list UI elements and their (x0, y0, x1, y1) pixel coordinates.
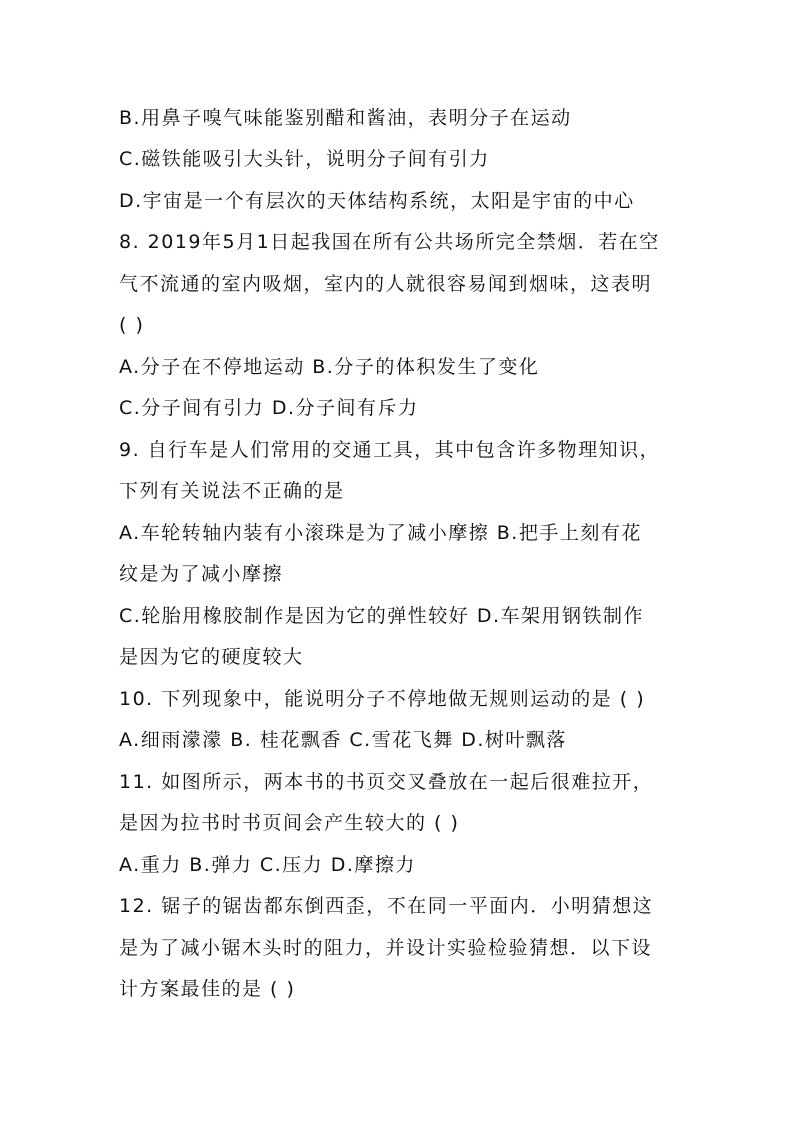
question-12-line-1: 12. 锯子的锯齿都东倒西歪，不在同一平面内．小明猜想这 (119, 895, 654, 917)
question-8-line-2: 气不流通的室内吸烟，室内的人就很容易闻到烟味，这表明 (119, 273, 653, 295)
option-d-q7: D.宇宙是一个有层次的天体结构系统，太阳是宇宙的中心 (119, 190, 635, 212)
option-c-q7: C.磁铁能吸引大头针，说明分子间有引力 (119, 148, 490, 170)
question-9-options-ab-line-1: A.车轮转轴内装有小滚珠是为了减小摩擦 B.把手上刻有花 (119, 522, 642, 544)
option-b-q7: B.用鼻子嗅气味能鉴别醋和酱油，表明分子在运动 (119, 107, 572, 129)
question-12-line-2: 是为了减小锯木头时的阻力，并设计实验检验猜想．以下设 (119, 937, 653, 959)
question-9-line-1: 9. 自行车是人们常用的交通工具，其中包含许多物理知识， (119, 439, 661, 461)
question-12-line-3: 计方案最佳的是 ( ) (119, 978, 296, 1000)
question-8-line-1: 8. 2019年5月1日起我国在所有公共场所完全禁烟．若在空 (119, 231, 660, 253)
question-10-options: A.细雨濛濛 B. 桂花飘香 C.雪花飞舞 D.树叶飘落 (119, 729, 567, 751)
question-8-blank: ( ) (119, 314, 145, 336)
question-9-options-cd-line-2: 是因为它的硬度较大 (119, 646, 304, 668)
question-8-options-ab: A.分子在不停地运动 B.分子的体积发生了变化 (119, 356, 540, 378)
question-9-line-2: 下列有关说法不正确的是 (119, 480, 345, 502)
question-8-options-cd: C.分子间有引力 D.分子间有斥力 (119, 397, 419, 419)
question-11-line-1: 11. 如图所示，两本书的书页交叉叠放在一起后很难拉开， (119, 771, 654, 793)
question-10: 10. 下列现象中，能说明分子不停地做无规则运动的是 ( ) (119, 688, 646, 710)
question-9-options-ab-line-2: 纹是为了减小摩擦 (119, 563, 284, 585)
question-11-options: A.重力 B.弹力 C.压力 D.摩擦力 (119, 854, 416, 876)
question-11-line-2: 是因为拉书时书页间会产生较大的 ( ) (119, 812, 460, 834)
question-9-options-cd-line-1: C.轮胎用橡胶制作是因为它的弹性较好 D.车架用钢铁制作 (119, 605, 645, 627)
